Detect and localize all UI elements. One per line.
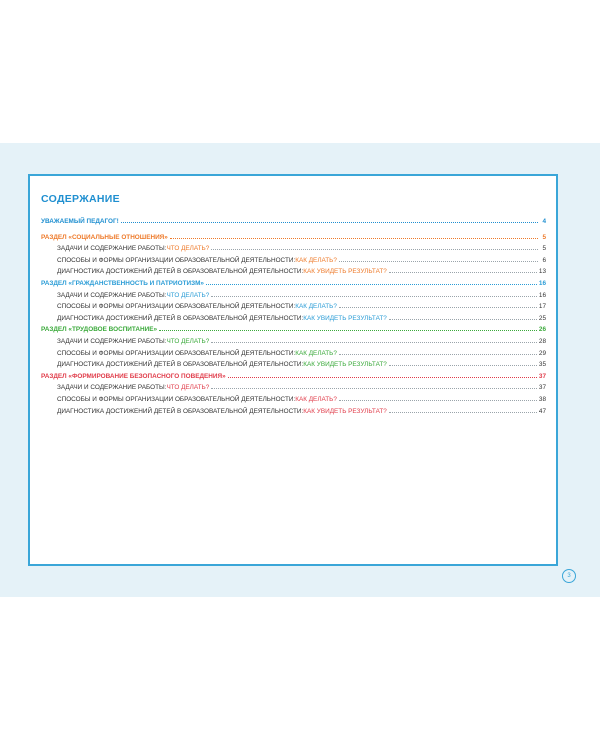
toc-entry-accent: КАК ДЕЛАТЬ? xyxy=(295,349,337,357)
toc-section-title: РАЗДЕЛ «ТРУДОВОЕ ВОСПИТАНИЕ» xyxy=(41,326,158,334)
dot-leader xyxy=(339,400,537,401)
toc-entry-diagnostics[interactable] xyxy=(41,408,546,420)
toc-entry-title: УВАЖАЕМЫЙ ПЕДАГОГ! xyxy=(41,218,119,225)
toc-section-social-relations[interactable] xyxy=(41,234,546,246)
toc-entry-text: СПОСОБЫ И ФОРМЫ ОРГАНИЗАЦИИ ОБРАЗОВАТЕЛЬНОЙ ДЕЯТЕЛЬНОСТИ: xyxy=(57,395,296,403)
toc-page-number: 35 xyxy=(538,361,546,369)
contents-panel xyxy=(28,174,558,566)
toc-entry-text: СПОСОБЫ И ФОРМЫ ОРГАНИЗАЦИИ ОБРАЗОВАТЕЛЬНОЙ ДЕЯТЕЛЬНОСТИ: xyxy=(57,256,296,264)
toc-entry-intro[interactable] xyxy=(41,218,546,230)
toc-page-number: 16 xyxy=(538,279,546,287)
toc-page-number: 25 xyxy=(538,314,546,322)
page-title: СОДЕРЖАНИЕ xyxy=(41,193,120,205)
dot-leader xyxy=(170,238,538,239)
toc-entry-accent: ЧТО ДЕЛАТЬ? xyxy=(166,291,210,299)
toc-page-number: 47 xyxy=(538,407,546,415)
toc-page-number: 28 xyxy=(538,337,546,345)
toc-page-number: 37 xyxy=(538,384,546,392)
toc-entry-tasks[interactable] xyxy=(41,384,546,396)
toc-entry-accent: КАК ДЕЛАТЬ? xyxy=(295,256,337,264)
toc-entry-text: СПОСОБЫ И ФОРМЫ ОРГАНИЗАЦИИ ОБРАЗОВАТЕЛЬНОЙ ДЕЯТЕЛЬНОСТИ: xyxy=(57,349,296,357)
toc-entry-text: ДИАГНОСТИКА ДОСТИЖЕНИЙ ДЕТЕЙ В ОБРАЗОВАТЕЛЬНОЙ ДЕЯТЕЛЬНОСТИ: xyxy=(57,268,304,276)
toc-entry-tasks[interactable] xyxy=(41,338,546,350)
dot-leader xyxy=(339,307,537,308)
toc-entry-accent: ЧТО ДЕЛАТЬ? xyxy=(166,384,210,392)
toc-entry-accent: КАК ДЕЛАТЬ? xyxy=(295,395,337,403)
toc-entry-accent: КАК УВИДЕТЬ РЕЗУЛЬТАТ? xyxy=(303,407,387,415)
toc-page-number: 26 xyxy=(538,326,546,334)
toc-entry-tasks[interactable] xyxy=(41,292,546,304)
toc-page-number: 38 xyxy=(538,395,546,403)
toc-section-labor-education[interactable] xyxy=(41,326,546,338)
toc-page-number: 13 xyxy=(538,268,546,276)
toc-section-title: РАЗДЕЛ «ГРАЖДАНСТВЕННОСТЬ И ПАТРИОТИЗМ» xyxy=(41,279,204,287)
table-of-contents xyxy=(41,218,546,419)
toc-entry-accent: КАК УВИДЕТЬ РЕЗУЛЬТАТ? xyxy=(303,314,387,322)
toc-entry-text: ЗАДАЧИ И СОДЕРЖАНИЕ РАБОТЫ: xyxy=(57,245,167,253)
dot-leader xyxy=(211,388,537,389)
toc-entry-accent: ЧТО ДЕЛАТЬ? xyxy=(166,245,210,253)
toc-entry-text: ДИАГНОСТИКА ДОСТИЖЕНИЙ ДЕТЕЙ В ОБРАЗОВАТЕЛЬНОЙ ДЕЯТЕЛЬНОСТИ: xyxy=(57,314,304,322)
dot-leader xyxy=(211,249,538,250)
toc-entry-text: ДИАГНОСТИКА ДОСТИЖЕНИЙ ДЕТЕЙ В ОБРАЗОВАТЕЛЬНОЙ ДЕЯТЕЛЬНОСТИ: xyxy=(57,407,304,415)
toc-entry-diagnostics[interactable] xyxy=(41,315,546,327)
dot-leader xyxy=(211,342,537,343)
dot-leader xyxy=(389,365,537,366)
dot-leader xyxy=(389,319,537,320)
toc-page-number: 16 xyxy=(538,291,546,299)
toc-entry-text: СПОСОБЫ И ФОРМЫ ОРГАНИЗАЦИИ ОБРАЗОВАТЕЛЬНОЙ ДЕЯТЕЛЬНОСТИ: xyxy=(57,303,296,311)
dot-leader xyxy=(206,284,537,285)
toc-section-citizenship-patriotism[interactable] xyxy=(41,280,546,292)
toc-page-number: 29 xyxy=(538,349,546,357)
page-number-badge: 3 xyxy=(562,569,576,583)
toc-entry-tasks[interactable] xyxy=(41,245,546,257)
toc-entry-accent: КАК УВИДЕТЬ РЕЗУЛЬТАТ? xyxy=(303,361,387,369)
toc-entry-accent: КАК УВИДЕТЬ РЕЗУЛЬТАТ? xyxy=(303,268,387,276)
toc-entry-methods[interactable] xyxy=(41,396,546,408)
dot-leader xyxy=(211,296,537,297)
toc-section-title: РАЗДЕЛ «СОЦИАЛЬНЫЕ ОТНОШЕНИЯ» xyxy=(41,233,168,241)
toc-section-title: РАЗДЕЛ «ФОРМИРОВАНИЕ БЕЗОПАСНОГО ПОВЕДЕНИЯ» xyxy=(41,372,226,380)
dot-leader xyxy=(339,261,538,262)
dot-leader xyxy=(389,272,537,273)
toc-entry-accent: КАК ДЕЛАТЬ? xyxy=(295,303,337,311)
toc-page-number: 17 xyxy=(538,303,546,311)
toc-page-number: 4 xyxy=(542,218,546,225)
dot-leader xyxy=(121,222,538,223)
dot-leader xyxy=(159,330,537,331)
toc-page-number: 6 xyxy=(542,256,546,264)
toc-entry-methods[interactable] xyxy=(41,257,546,269)
toc-entry-diagnostics[interactable] xyxy=(41,361,546,373)
toc-entry-text: ЗАДАЧИ И СОДЕРЖАНИЕ РАБОТЫ: xyxy=(57,337,167,345)
toc-entry-methods[interactable] xyxy=(41,350,546,362)
toc-entry-diagnostics[interactable] xyxy=(41,268,546,280)
toc-page-number: 5 xyxy=(542,233,546,241)
toc-page-number: 37 xyxy=(538,372,546,380)
dot-leader xyxy=(228,377,537,378)
dot-leader xyxy=(389,412,537,413)
toc-entry-text: ДИАГНОСТИКА ДОСТИЖЕНИЙ ДЕТЕЙ В ОБРАЗОВАТЕЛЬНОЙ ДЕЯТЕЛЬНОСТИ: xyxy=(57,361,304,369)
toc-entry-text: ЗАДАЧИ И СОДЕРЖАНИЕ РАБОТЫ: xyxy=(57,291,167,299)
toc-entry-accent: ЧТО ДЕЛАТЬ? xyxy=(166,337,210,345)
toc-section-safe-behavior[interactable] xyxy=(41,373,546,385)
toc-entry-text: ЗАДАЧИ И СОДЕРЖАНИЕ РАБОТЫ: xyxy=(57,384,167,392)
dot-leader xyxy=(339,354,537,355)
toc-page-number: 5 xyxy=(542,245,546,253)
toc-entry-methods[interactable] xyxy=(41,303,546,315)
